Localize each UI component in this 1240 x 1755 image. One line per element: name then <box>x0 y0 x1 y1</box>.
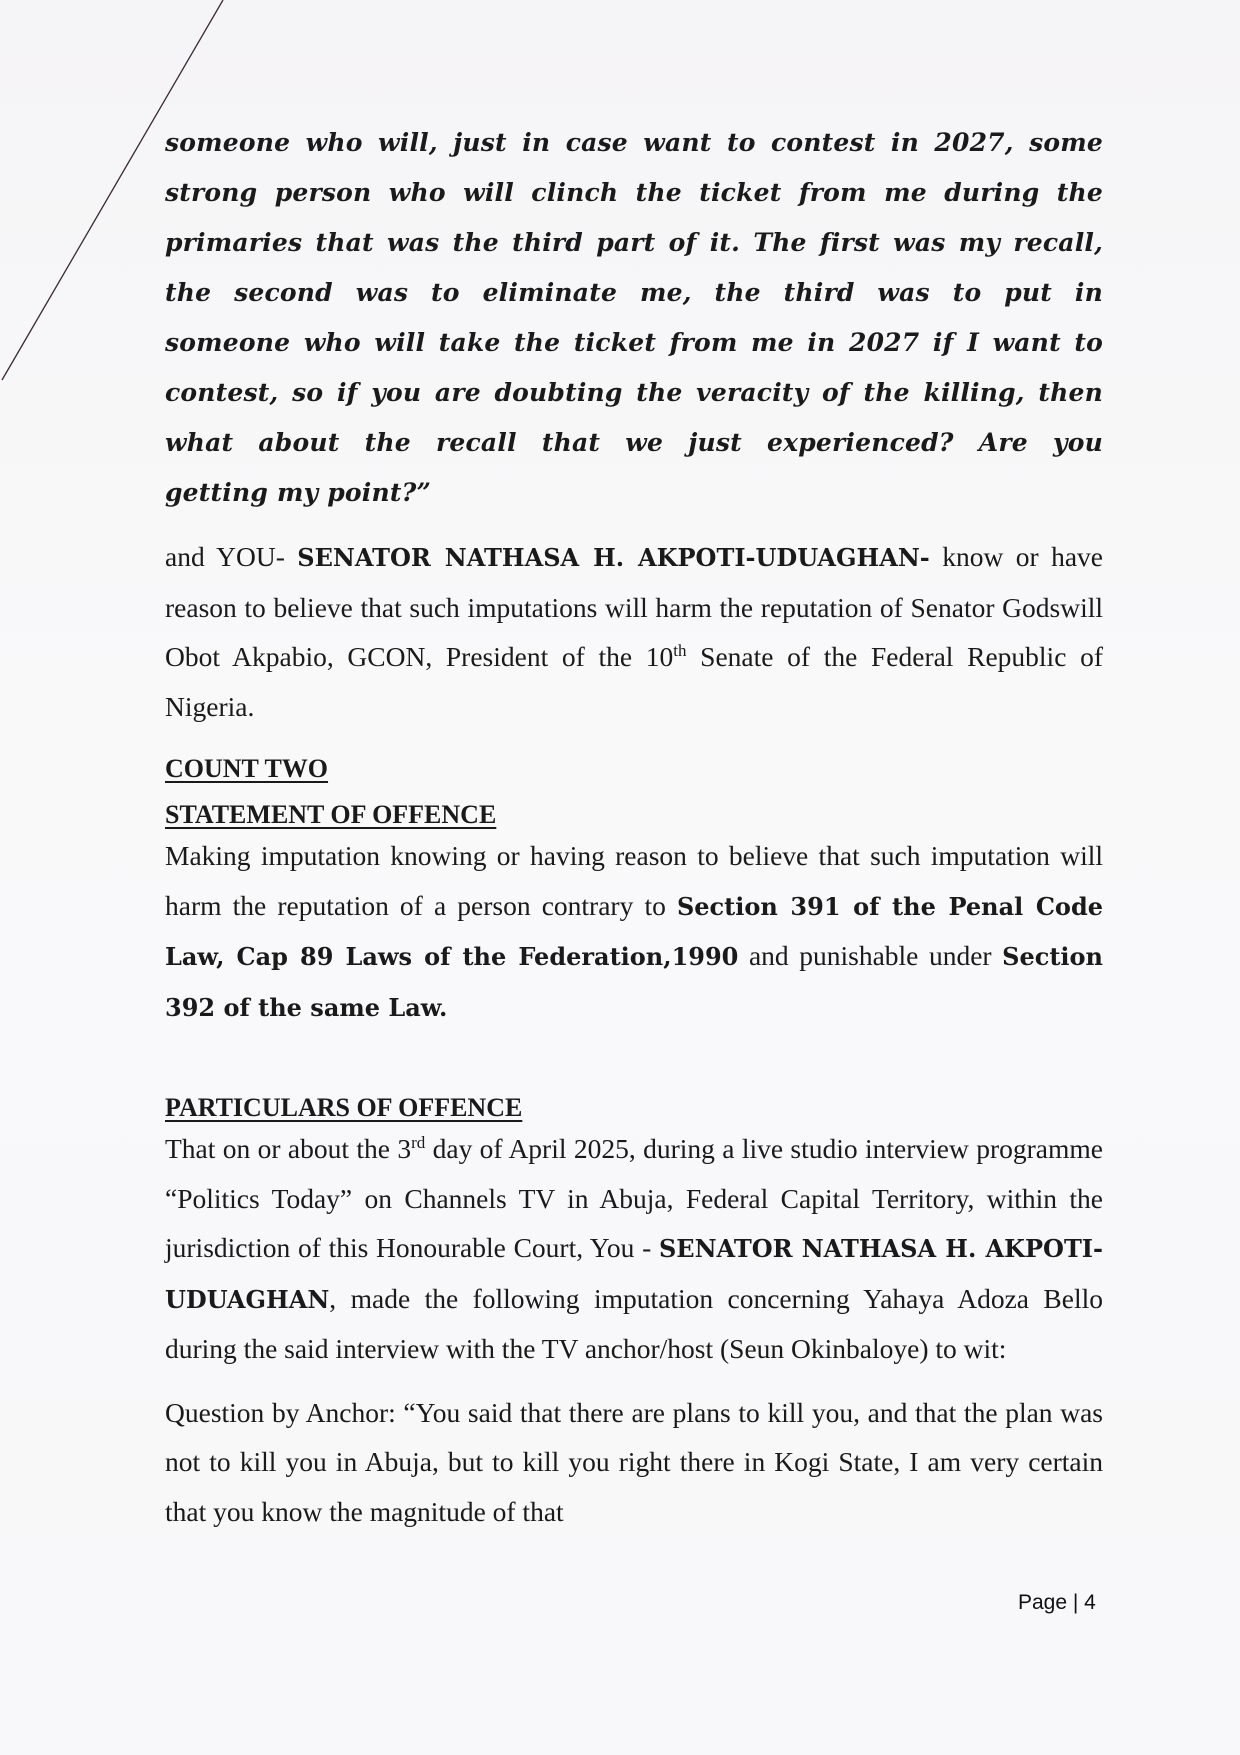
quote-line: primaries that was the third part of it. The first was my recall, <box>165 228 1103 257</box>
quote-line: someone who will take the ticket from me in 2027 if I want to <box>165 328 1103 357</box>
quote-line: getting my point?” <box>165 478 432 507</box>
quote-line: the second was to eliminate me, the third was to put in <box>165 278 1103 307</box>
page-number: Page | 4 <box>1018 1591 1096 1614</box>
particulars-of-offence-heading: PARTICULARS OF OFFENCE <box>165 1093 523 1122</box>
count-one-conclusion: and YOU- SENATOR NATHASA H. AKPOTI-UDUAGHAN- know or have reason to believe that such imputations will harm the reputation of Senator Godswill Obot Akpabio, GCON, President of the 10th Senate of the Federal Republic of Nigeria. <box>165 541 1103 722</box>
accused-name: SENATOR NATHASA H. AKPOTI-UDUAGHAN <box>165 1234 1103 1314</box>
quote-line: what about the recall that we just experienced? Are you <box>165 428 1103 457</box>
quote-line: someone who will, just in case want to contest in 2027, some <box>165 128 1103 157</box>
document-body <box>165 118 1103 1536</box>
accused-name: SENATOR NATHASA H. AKPOTI-UDUAGHAN- <box>297 543 930 572</box>
count-two-heading: COUNT TWO <box>165 754 329 783</box>
particulars-of-offence: That on or about the 3rd day of April 2025, during a live studio interview programme “Politics Today” on Channels TV in Abuja, Federal Capital Territory, within the jurisdiction of this Honourable Court, You - SENATOR NATHASA H. AKPOTI-UDUAGHAN, made the following imputation concerning Yahaya Adoza Bello during the said interview with the TV anchor/host (Seun Okinbaloye) to wit: <box>165 1133 1103 1364</box>
punishment-section: Section 392 of the same Law. <box>165 942 1103 1022</box>
quote-line: strong person who will clinch the ticket from me during the <box>165 178 1103 207</box>
anchor-question: Question by Anchor: “You said that there are plans to kill you, and that the plan was not to kill you in Abuja, but to kill you right there in Kogi State, I am very certain that you know the magnitude of that <box>165 1396 1103 1527</box>
quote-line: contest, so if you are doubting the veracity of the killing, then <box>165 378 1103 407</box>
statement-of-offence: Making imputation knowing or having reason to believe that such imputation will harm the reputation of a person contrary to Section 391 of the Penal Code Law, Cap 89 Laws of the Federation,1990 and punishable under Section 392 of the same Law. <box>165 840 1103 1022</box>
statutory-section: Section 391 of the Penal Code Law, Cap 89 Laws of the Federation,1990 <box>165 891 1103 971</box>
statement-of-offence-heading: STATEMENT OF OFFENCE <box>165 800 497 829</box>
quote-continuation <box>165 118 1103 518</box>
